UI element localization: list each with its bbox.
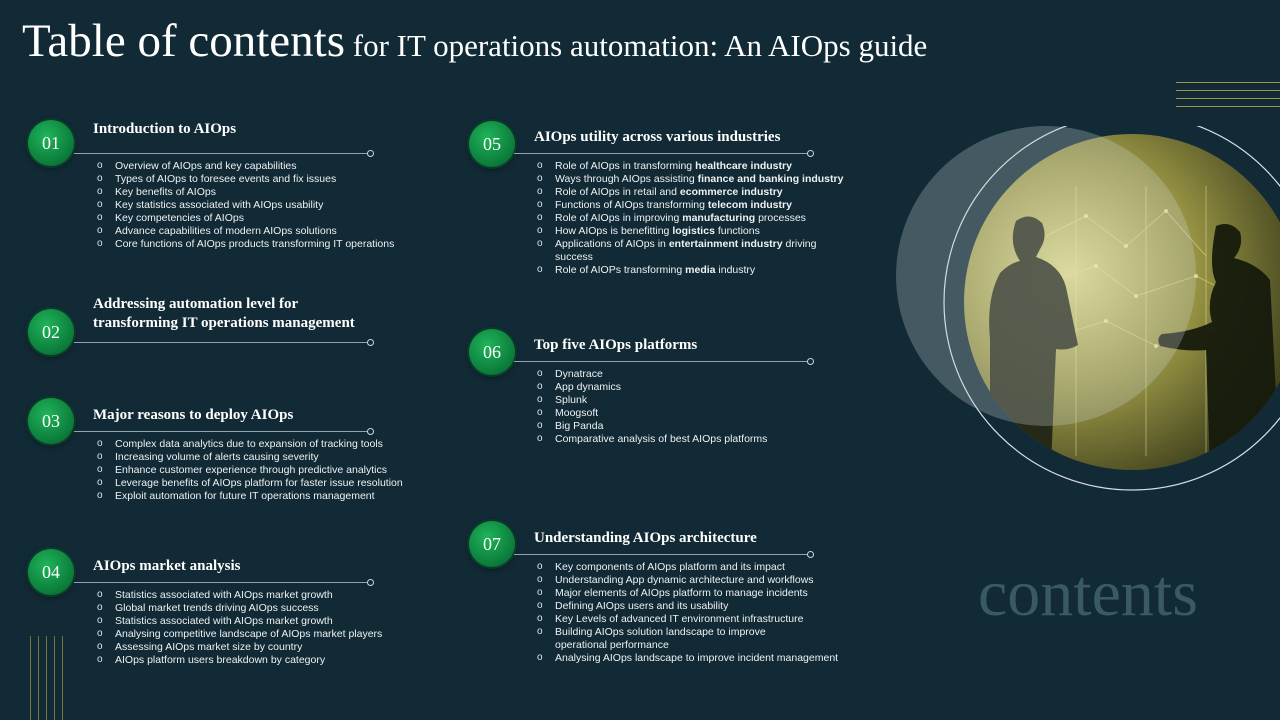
- list-item: o Building AIOps solution landscape to improve operational performance: [535, 626, 795, 652]
- list-item: o Key Levels of advanced IT environment infrastructure: [535, 613, 855, 626]
- list-item: o Analysing AIOps landscape to improve incident management: [535, 652, 855, 665]
- list-item: o Advance capabilities of modern AIOps solutions: [95, 225, 394, 238]
- list-item: o Splunk: [535, 394, 767, 407]
- list-item: o Moogsoft: [535, 407, 767, 420]
- list-item: o Role of AIOps in improving manufacturing processes: [535, 212, 865, 225]
- list-item: o Statistics associated with AIOps market growth: [95, 589, 382, 602]
- section-02-badge: 02: [28, 309, 74, 355]
- list-item: o Leverage benefits of AIOps platform for faster issue resolution: [95, 477, 403, 490]
- list-item: o Key benefits of AIOps: [95, 186, 394, 199]
- business-meeting-photo-icon: [896, 126, 1280, 492]
- section-07-badge: 07: [469, 521, 515, 567]
- list-item: o Dynatrace: [535, 368, 767, 381]
- list-item: o Global market trends driving AIOps success: [95, 602, 382, 615]
- list-item: o Key competencies of AIOps: [95, 212, 394, 225]
- section-04-list: [95, 589, 382, 667]
- list-item: o Understanding App dynamic architecture and workflows: [535, 574, 855, 587]
- section-06-badge: 06: [469, 329, 515, 375]
- section-02-title-line1: Addressing automation level for: [93, 296, 299, 312]
- list-item: o Exploit automation for future IT operations management: [95, 490, 403, 503]
- list-item: o Statistics associated with AIOps market growth: [95, 615, 382, 628]
- list-item: o Key statistics associated with AIOps usability: [95, 199, 394, 212]
- section-01-title: Introduction to AIOps: [93, 121, 237, 137]
- list-item: o Overview of AIOps and key capabilities: [95, 160, 394, 173]
- title-main: Table of contents: [22, 15, 345, 67]
- list-item: o AIOps platform users breakdown by category: [95, 654, 382, 667]
- section-05-title: AIOps utility across various industries: [534, 129, 781, 145]
- section-03-badge: 03: [28, 398, 74, 444]
- list-item: o Role of AIOps in transforming healthcare industry: [535, 160, 865, 173]
- list-item: o Assessing AIOps market size by country: [95, 641, 382, 654]
- section-05-divider: [514, 153, 810, 154]
- section-07-divider: [514, 554, 810, 555]
- section-05-list: [535, 160, 865, 277]
- list-item: o Functions of AIOps transforming telecom industry: [535, 199, 865, 212]
- list-item: o Big Panda: [535, 420, 767, 433]
- list-item: o Comparative analysis of best AIOps platforms: [535, 433, 767, 446]
- list-item: o Role of AIOPs transforming media industry: [535, 264, 865, 277]
- section-01-list: [95, 160, 394, 251]
- section-03-title: Major reasons to deploy AIOps: [93, 407, 294, 423]
- list-item: o Complex data analytics due to expansion of tracking tools: [95, 438, 403, 451]
- section-07-list: [535, 561, 855, 665]
- section-06-list: [535, 368, 767, 446]
- section-04-badge: 04: [28, 549, 74, 595]
- list-item: o Role of AIOps in retail and ecommerce industry: [535, 186, 865, 199]
- list-item: o Major elements of AIOps platform to manage incidents: [535, 587, 855, 600]
- title-sub: for IT operations automation: An AIOps guide: [345, 28, 928, 63]
- decorative-lines: [1176, 82, 1280, 114]
- list-item: o Core functions of AIOps products transforming IT operations: [95, 238, 394, 251]
- section-03-divider: [74, 431, 370, 432]
- section-04-divider: [74, 582, 370, 583]
- list-item: o Enhance customer experience through predictive analytics: [95, 464, 403, 477]
- list-item: o Key components of AIOps platform and its impact: [535, 561, 855, 574]
- section-02-divider: [74, 342, 370, 343]
- section-04-title: AIOps market analysis: [93, 558, 241, 574]
- section-07-title: Understanding AIOps architecture: [534, 530, 757, 546]
- section-03-list: [95, 438, 403, 503]
- section-06-title: Top five AIOps platforms: [534, 337, 698, 353]
- section-01-divider: [74, 153, 370, 154]
- list-item: o Defining AIOps users and its usability: [535, 600, 855, 613]
- meeting-photo: [896, 126, 1280, 492]
- list-item: o App dynamics: [535, 381, 767, 394]
- list-item: o Ways through AIOps assisting finance and banking industry: [535, 173, 865, 186]
- contents-watermark: contents: [978, 557, 1198, 630]
- section-06-divider: [514, 361, 810, 362]
- section-02-title: [93, 295, 355, 333]
- section-01-badge: 01: [28, 120, 74, 166]
- section-02-title-line2: transforming IT operations management: [93, 315, 355, 331]
- list-item: o Applications of AIOps in entertainment industry driving success: [535, 238, 835, 264]
- list-item: o How AIOps is benefitting logistics functions: [535, 225, 865, 238]
- page-title: [22, 14, 927, 68]
- list-item: o Increasing volume of alerts causing severity: [95, 451, 403, 464]
- section-05-badge: 05: [469, 121, 515, 167]
- list-item: o Types of AIOps to foresee events and fix issues: [95, 173, 394, 186]
- list-item: o Analysing competitive landscape of AIOps market players: [95, 628, 382, 641]
